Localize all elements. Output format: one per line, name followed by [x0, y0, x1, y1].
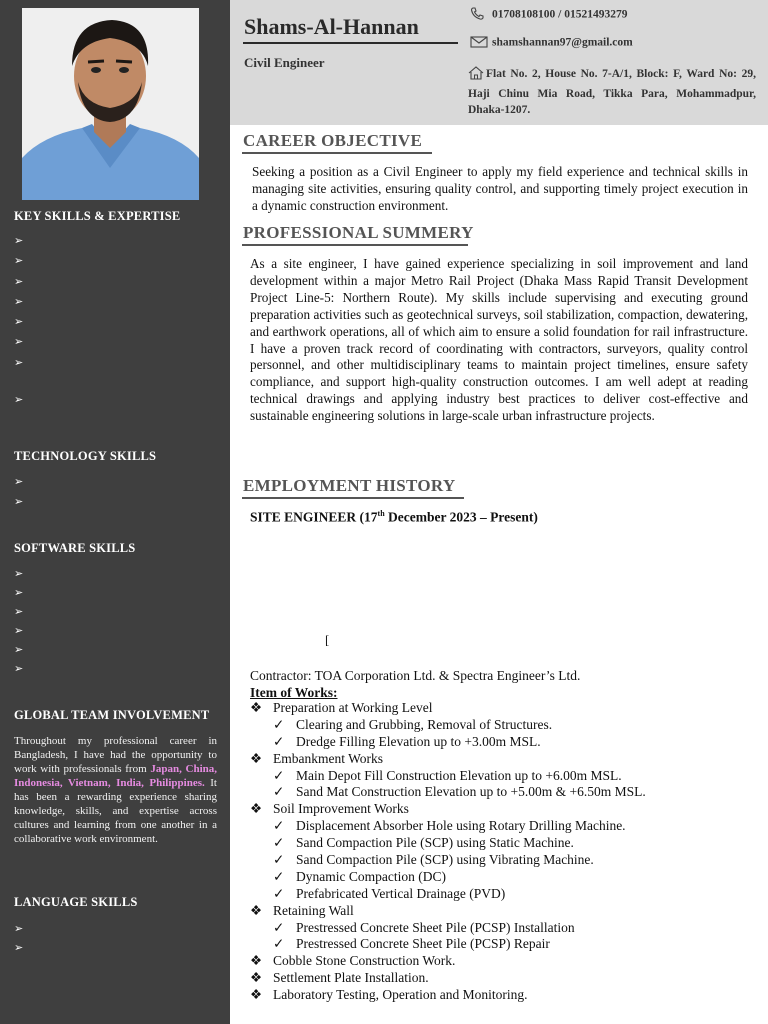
checkmark-icon: ✓ — [273, 852, 285, 868]
list-item: ➢ — [14, 255, 24, 268]
address: Flat No. 2, House No. 7-A/1, Block: F, Ward No: 29, Haji Chinu Mia Road, Tikka Para, Mohammadpur, Dhaka-1207. — [468, 68, 756, 116]
list-item: ➢ — [14, 625, 24, 637]
professional-summary-text: As a site engineer, I have gained experience specializing in soil improvement and land development within a major Metro Rail Project (Dhaka Mass Rapid Transit Development Project Line-5: Northern Route). My skills include supervising and executing ground preparation activities such as geotechnical surveys, soil stabilization, compaction, dewatering, and earthwork operations, all of which aim to ensure a solid foundation for rail infrastructure. I have a proven track record of coordinating with contractors, surveyors, quality control personnel, and other multidisciplinary teams to maintain project timelines, ensure safety compliance, and support high-quality construction outcomes. I am well adept at reading technical drawings and applying industry best practices to deliver cost-effective and sustainable engineering solutions in large-scale urban infrastructure projects. — [250, 256, 748, 424]
checkmark-icon: ✓ — [273, 818, 285, 834]
checkmark-icon: ✓ — [273, 835, 285, 851]
list-item — [250, 920, 646, 937]
sidebar — [0, 0, 230, 1024]
list-item: ➢ — [14, 394, 24, 406]
person-name: Shams-Al-Hannan — [244, 14, 419, 39]
diamond-bullet-icon: ❖ — [250, 953, 263, 969]
checkmark-icon: ✓ — [273, 885, 285, 901]
job-title: Civil Engineer — [244, 55, 325, 70]
list-item — [250, 751, 646, 768]
work-item-text: Cobble Stone Construction Work. — [273, 953, 456, 969]
list-item: ➢ — [14, 476, 24, 488]
work-item-text: Sand Compaction Pile (SCP) using Vibrating Machine. — [296, 852, 594, 868]
checkmark-icon: ✓ — [273, 868, 285, 884]
section-underline — [242, 497, 464, 499]
checkmark-icon: ✓ — [273, 767, 285, 783]
section-underline — [242, 244, 468, 246]
software-skills-heading: SOFTWARE SKILLS — [14, 541, 136, 555]
work-item-text: Dredge Filling Elevation up to +3.00m MSL. — [296, 733, 541, 749]
work-item-text: Prefabricated Vertical Drainage (PVD) — [296, 885, 506, 901]
key-skills-heading: KEY SKILLS & EXPERTISE — [14, 209, 181, 223]
tech-skills-list — [14, 475, 26, 516]
list-item — [250, 886, 646, 903]
phone-contact — [470, 7, 627, 23]
employment-history-heading: EMPLOYMENT HISTORY — [243, 476, 456, 495]
list-item: ➢ — [14, 587, 24, 599]
list-item — [250, 987, 646, 1004]
profile-photo — [22, 8, 199, 200]
profile-portrait-image — [22, 8, 199, 200]
software-skills-list — [14, 567, 26, 681]
work-item-text: Laboratory Testing, Operation and Monitoring. — [273, 987, 528, 1003]
list-item: ➢ — [14, 496, 24, 509]
list-item — [250, 784, 646, 801]
work-item-text: Prestressed Concrete Sheet Pile (PCSP) Installation — [296, 919, 575, 935]
list-item — [250, 717, 646, 734]
work-item-text: Preparation at Working Level — [273, 700, 433, 715]
diamond-bullet-icon: ❖ — [250, 970, 263, 986]
checkmark-icon: ✓ — [273, 784, 285, 800]
key-skills-list-extra — [14, 393, 26, 413]
work-item-text: Sand Compaction Pile (SCP) using Static Machine. — [296, 835, 574, 851]
list-item — [250, 768, 646, 785]
items-of-work-heading: Item of Works: — [250, 685, 338, 700]
list-item — [250, 869, 646, 886]
key-skills-list — [14, 234, 26, 376]
list-item — [250, 852, 646, 869]
bracket-mark: [ — [325, 632, 330, 647]
list-item — [250, 953, 646, 970]
list-item — [250, 801, 646, 818]
list-item: ➢ — [14, 942, 24, 954]
checkmark-icon: ✓ — [273, 733, 285, 749]
job-position: SITE ENGINEER (17th December 2023 – Present) — [250, 509, 538, 525]
phone-number: 01708108100 / 01521493279 — [492, 8, 628, 21]
email-address: shamshannan97@gmail.com — [492, 36, 633, 49]
diamond-bullet-icon: ❖ — [250, 987, 263, 1003]
professional-summary-heading: PROFESSIONAL SUMMERY — [243, 223, 474, 242]
list-item: ➢ — [14, 356, 24, 369]
phone-icon — [470, 7, 492, 23]
diamond-bullet-icon: ❖ — [250, 801, 263, 817]
tech-skills-heading: TECHNOLOGY SKILLS — [14, 449, 157, 463]
language-list — [14, 922, 26, 960]
email-contact — [470, 35, 633, 51]
section-underline — [242, 152, 432, 154]
list-item — [250, 700, 646, 717]
checkmark-icon: ✓ — [273, 936, 285, 952]
list-item: ➢ — [14, 336, 24, 349]
list-item: ➢ — [14, 568, 24, 580]
mail-icon — [470, 35, 492, 51]
work-item-text: Embankment Works — [273, 750, 384, 766]
work-item-text: Soil Improvement Works — [273, 801, 409, 817]
list-item — [250, 970, 646, 987]
diamond-bullet-icon: ❖ — [250, 750, 263, 766]
work-item-text: Main Depot Fill Construction Elevation up to +6.00m MSL. — [296, 767, 622, 783]
work-item-text: Prestressed Concrete Sheet Pile (PCSP) Repair — [296, 936, 550, 952]
list-item — [250, 734, 646, 751]
work-item-text: Retaining Wall — [273, 902, 354, 918]
checkmark-icon: ✓ — [273, 716, 285, 732]
career-objective-text: Seeking a position as a Civil Engineer to apply my field experience and technical skills in managing site activities, ensuring quality control, and supporting timely project execution in a dynamic construction environment. — [252, 164, 748, 213]
contractor-line: Contractor: TOA Corporation Ltd. & Spectra Engineer’s Ltd. — [250, 668, 581, 683]
work-item-text: Dynamic Compaction (DC) — [296, 868, 446, 884]
list-item: ➢ — [14, 923, 24, 935]
work-item-text: Settlement Plate Installation. — [273, 970, 429, 986]
list-item: ➢ — [14, 316, 24, 329]
career-objective-heading: CAREER OBJECTIVE — [243, 131, 423, 150]
list-item: ➢ — [14, 235, 24, 247]
diamond-bullet-icon: ❖ — [250, 902, 263, 918]
work-item-text: Clearing and Grubbing, Removal of Structures. — [296, 716, 553, 732]
list-item: ➢ — [14, 644, 24, 656]
list-item: ➢ — [14, 606, 24, 618]
list-item: ➢ — [14, 663, 24, 675]
work-item-text: Sand Mat Construction Elevation up to +5.00m & +6.50m MSL. — [296, 784, 646, 800]
team-heading: GLOBAL TEAM INVOLVEMENT — [14, 708, 210, 722]
work-item-text: Displacement Absorber Hole using Rotary Drilling Machine. — [296, 818, 626, 834]
name-underline — [243, 42, 458, 44]
team-countries: Japan, China, Indonesia, Vietnam, India, Philippines. — [14, 763, 217, 789]
list-item — [250, 903, 646, 920]
list-item — [250, 818, 646, 835]
list-item — [250, 936, 646, 953]
team-description: Throughout my professional career in Bangladesh, I have had the opportunity to work with professionals from Japan, China, Indonesia, Vietnam, India, Philippines. It has been a rewarding experience sharing knowledge, skills, and expertise across cultures and learning from one another in a collaborative work environment. — [14, 735, 217, 845]
diamond-bullet-icon: ❖ — [250, 700, 263, 715]
checkmark-icon: ✓ — [273, 919, 285, 935]
language-heading: LANGUAGE SKILLS — [14, 895, 138, 909]
home-icon — [468, 66, 486, 86]
works-list — [250, 700, 646, 1004]
list-item: ➢ — [14, 295, 24, 308]
list-item: ➢ — [14, 275, 24, 288]
list-item — [250, 835, 646, 852]
